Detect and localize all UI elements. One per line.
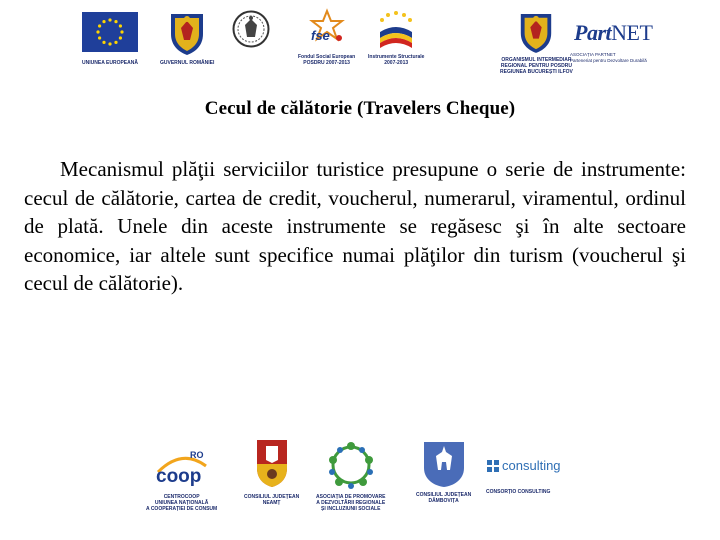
instrumente-logo [368,8,424,66]
svg-text:fse: fse [310,28,330,43]
eu-flag-icon [82,12,138,52]
organism-caption-2: REGIONAL PENTRU POSDRU [500,63,572,69]
coop-logo-icon [152,444,212,486]
partnet-brand-net: NET [611,20,653,45]
coop-brand: coop [155,466,201,486]
document-body: Mecanismul plăţii serviciilor turistice presupune o serie de instrumente: cecul de călătorie, cartea de credit, voucherul, numerarul, viramentul, ordinul de plată. Unele din aceste instrumente se regăsesc şi în alte sectoare economice, iar altele sunt specifice numai plăţilor din turism (voucherul şi cecul de călătorie). [24,157,686,295]
coop-caption-3: A COOPERAȚIEI DE CONSUM [146,506,218,512]
guvern-logo [160,10,214,66]
coop-badge: RO [189,450,204,460]
asociatia-logo [316,440,385,512]
coop-logo [146,444,217,512]
instrumente-caption-1: Instrumente Structurale [368,54,425,60]
fse-caption-1: Fondul Social European [298,54,356,60]
eu-caption: UNIUNEA EUROPEANĂ [82,60,138,66]
fse-logo [298,8,355,66]
organism-caption-3: REGIUNEA BUCUREȘTI ILFOV [500,69,573,75]
header-logo-banner [62,2,653,78]
asociatia-caption-3: ȘI INCLUZIUNII SOCIALE [321,506,381,512]
organism-logo [500,10,573,75]
guvern-caption: GUVERNUL ROMÂNIEI [160,60,215,66]
coop-caption-2: UNIUNEA NAȚIONALĂ [154,500,209,506]
asociatia-caption-2: A DEZVOLTĂRII REGIONALE [316,500,386,506]
consulting-caption: CONSORȚIO CONSULTING [486,489,551,495]
neamt-coat-of-arms-icon [255,438,289,488]
consulting-logo [486,458,561,495]
instrumente-caption-2: 2007-2013 [384,60,409,66]
dambovita-caption-1: CONSILIUL JUDEȚEAN [416,492,472,498]
partnet-caption-1: ASOCIAȚIA PARTNET [570,52,616,57]
document-title: Cecul de călătorie (Travelers Cheque) [204,98,516,119]
asociatia-caption-1: ASOCIAȚIA DE PROMOVARE [316,494,386,500]
partnet-logo [574,20,652,46]
neamt-caption-2: NEAMȚ [262,500,281,506]
consulting-brand: consulting [502,458,561,473]
people-circle-icon [325,440,377,490]
consulting-logo-icon [486,459,500,473]
coop-caption-1: CENTROCOOP [163,494,200,500]
organism-caption-1: ORGANISMUL INTERMEDIAR [501,57,572,63]
partnet-caption [570,52,650,64]
footer-logo-banner [140,438,580,518]
dambovita-logo [416,440,471,504]
seal-logo [232,10,270,48]
partnet-brand-part: Part [574,20,612,45]
romanian-coat-of-arms-icon [167,10,207,56]
dambovita-coat-of-arms-icon [422,440,466,488]
dambovita-caption-2: DÂMBOVIȚA [428,498,459,504]
neamt-logo [244,438,299,506]
fse-logo-icon [303,8,351,52]
eu-logo [82,12,138,66]
government-seal-icon [232,10,270,48]
partnet-caption-2: Parteneriat pentru Dezvoltare Durabilă [570,58,647,63]
consulting-brand-row [486,458,561,473]
romanian-coat-of-arms-icon [517,10,555,54]
structural-instruments-icon [372,8,420,52]
neamt-caption-1: CONSILIUL JUDEȚEAN [244,494,300,500]
fse-caption-2: POSDRU 2007-2013 [303,60,350,66]
